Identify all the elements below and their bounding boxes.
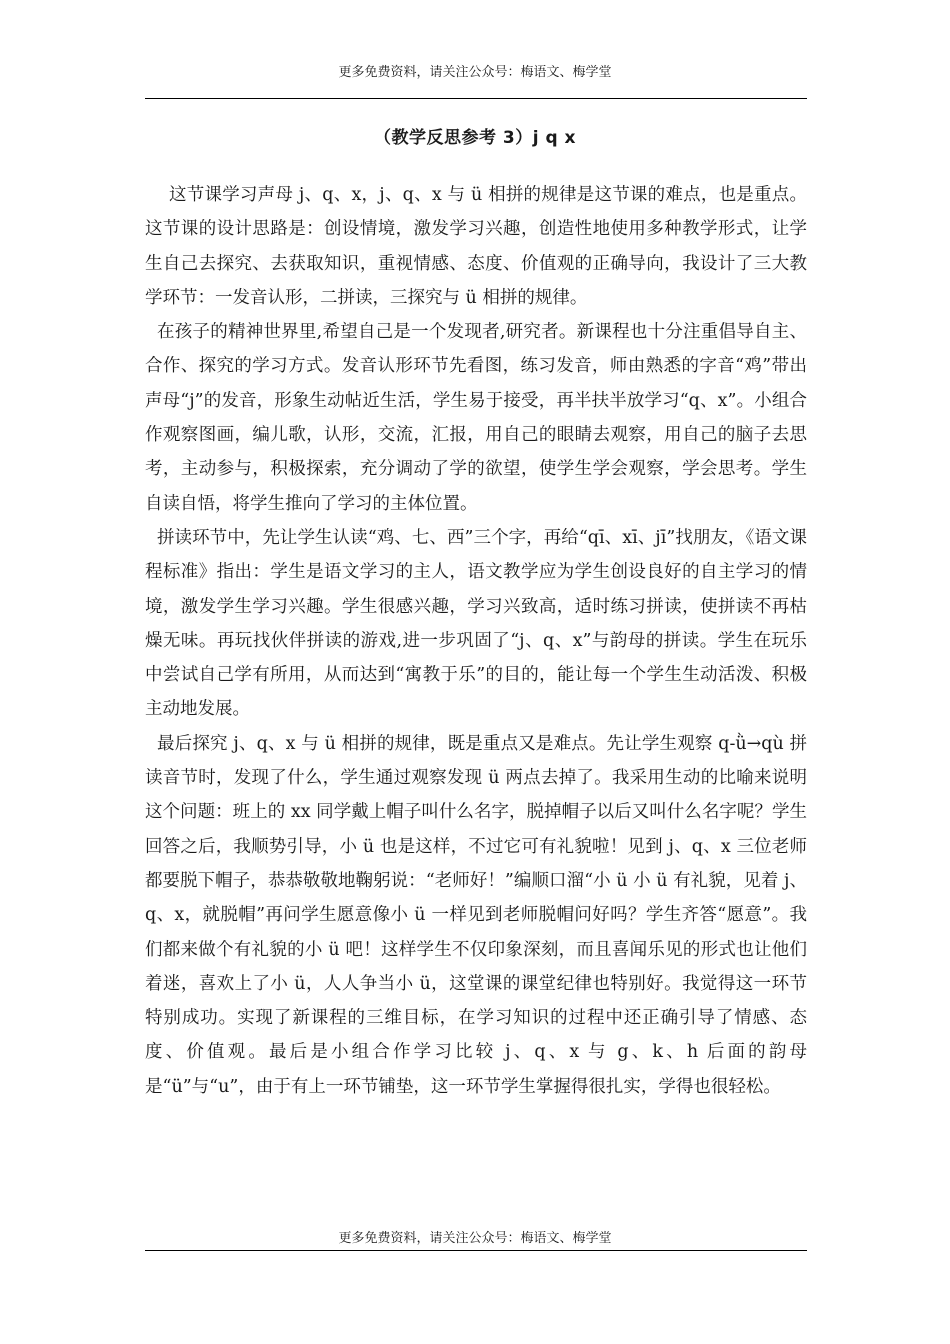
page-header: 更多免费资料，请关注公众号：梅语文、梅学堂	[338, 65, 612, 80]
paragraph-intro: 这节课学习声母 j、q、x，j、q、x 与 ü 相拼的规律是这节课的难点，也是重点。这节课的设计思路是：创设情境，激发学习兴趣，创造性地使用多种教学形式，让学生自己去探究、去获取知识，重视情感、态度、价值观的正确导向，我设计了三大教学环节：一发音认形，二拼读，三探究与 ü 相拼的规律。	[145, 185, 807, 308]
paragraph-pronunciation: 在孩子的精神世界里,希望自己是一个发现者,研究者。新课程也十分注重倡导自主、合作、探究的学习方式。发音认形环节先看图，练习发音，师由熟悉的字音“鸡”带出声母“j”的发音，形象生动帖近生活，学生易于接受，再半扶半放学习“q、x”。小组合作观察图画，编儿歌，认形，交流，汇报，用自己的眼睛去观察，用自己的脑子去思考，主动参与，积极探索，充分调动了学的欲望，使学生学会观察，学会思考。学生自读自悟，将学生推向了学习的主体位置。	[145, 322, 807, 514]
document-body	[145, 178, 807, 1104]
paragraph-spelling: 拼读环节中，先让学生认读“鸡、七、西”三个字，再给“qī、xī、jī”找朋友，《语文课程标准》指出：学生是语文学习的主人，语文教学应为学生创设良好的自主学习的情境，激发学生学习兴趣。学生很感兴趣，学习兴致高，适时练习拼读，使拼读不再枯燥无味。再玩找伙伴拼读的游戏,进一步巩固了“j、q、x”与韵母的拼读。学生在玩乐中尝试自己学有所用，从而达到“寓教于乐”的目的，能让每一个学生生动活泼、积极主动地发展。	[145, 527, 807, 720]
document-title: （教学反思参考 3）j q x	[373, 128, 577, 148]
paragraph-rules: 最后探究 j、q、x 与 ü 相拼的规律，既是重点又是难点。先让学生观察 q-ǜ→qù 拼读音节时，发现了什么，学生通过观察发现 ü 两点去掉了。我采用生动的比喻来说明这个问题：班上的 xx 同学戴上帽子叫什么名字，脱掉帽子以后又叫什么名字呢？学生回答之后，我顺势引导，小 ü 也是这样，不过它可有礼貌啦！见到 j、q、x 三位老师都要脱下帽子，恭恭敬敬地鞠躬说：“老师好！”编顺口溜“小 ü 小 ü 有礼貌，见着 j、q、x，就脱帽”再问学生愿意像小 ü 一样见到老师脱帽问好吗？学生齐答“愿意”。我们都来做个有礼貌的小 ü 吧！这样学生不仅印象深刻，而且喜闻乐见的形式也让他们着迷，喜欢上了小 ü，人人争当小 ü，这堂课的课堂纪律也特别好。我觉得这一环节特别成功。实现了新课程的三维目标，在学习知识的过程中还正确引导了情感、态度、价值观。最后是小组合作学习比较 j、q、x 与 g、k、h 后面的韵母是“ü”与“u”，由于有上一环节铺垫，这一环节学生掌握得很扎实，学得也很轻松。	[145, 733, 807, 1097]
page-footer: 更多免费资料，请关注公众号：梅语文、梅学堂	[338, 1231, 612, 1246]
footer-divider	[145, 1250, 807, 1251]
header-divider	[145, 98, 807, 99]
